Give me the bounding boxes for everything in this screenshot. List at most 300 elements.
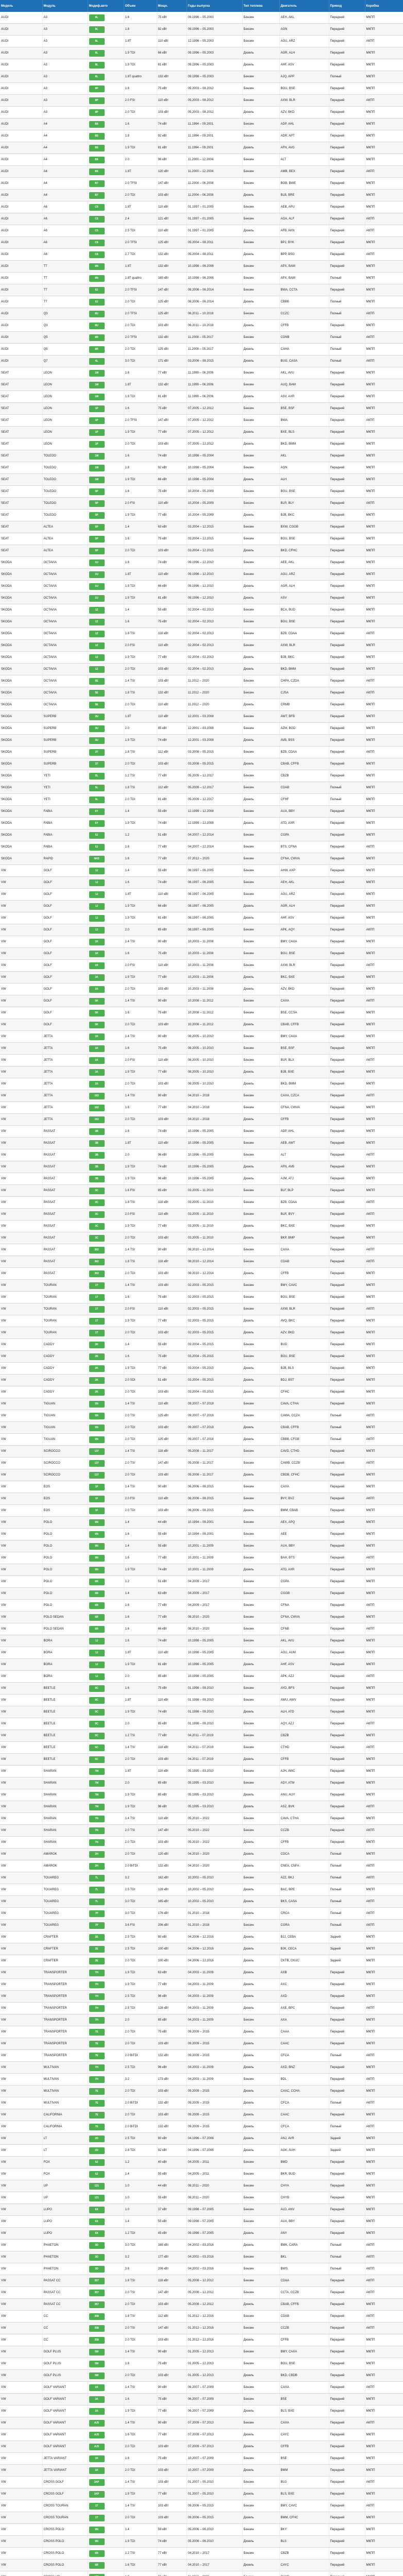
table-row[interactable] bbox=[0, 1825, 403, 1837]
engine-volume-cell: 1.6 bbox=[124, 2358, 157, 2370]
model-cell: SHARAN bbox=[42, 1801, 88, 1813]
table-row[interactable] bbox=[0, 1055, 403, 1066]
table-row[interactable] bbox=[0, 237, 403, 249]
table-row[interactable] bbox=[0, 1019, 403, 1031]
table-row[interactable] bbox=[0, 2548, 403, 2560]
table-row[interactable] bbox=[0, 1481, 403, 1493]
table-row[interactable] bbox=[0, 1303, 403, 1315]
table-row[interactable] bbox=[0, 166, 403, 178]
table-row[interactable] bbox=[0, 1327, 403, 1339]
years-cell: 03.2004 – 05.2015 bbox=[187, 1386, 242, 1398]
table-row[interactable] bbox=[0, 2168, 403, 2180]
table-row[interactable] bbox=[0, 533, 403, 545]
table-row[interactable] bbox=[0, 12, 403, 24]
table-row[interactable] bbox=[0, 2121, 403, 2133]
table-row[interactable] bbox=[0, 592, 403, 604]
body-code-cell bbox=[88, 1849, 124, 1860]
table-row[interactable] bbox=[0, 853, 403, 865]
table-row[interactable] bbox=[0, 344, 403, 355]
table-row[interactable] bbox=[0, 320, 403, 332]
table-row[interactable] bbox=[0, 2465, 403, 2477]
make-cell: VW bbox=[0, 1872, 42, 1884]
table-row[interactable] bbox=[0, 2086, 403, 2097]
power-cell: 74 кВт bbox=[157, 450, 187, 462]
body-code-cell bbox=[88, 2050, 124, 2062]
table-row[interactable] bbox=[0, 711, 403, 723]
table-row[interactable] bbox=[0, 2500, 403, 2512]
table-row[interactable] bbox=[0, 1007, 403, 1019]
gearbox-cell: МКПП bbox=[365, 2038, 403, 2050]
table-row[interactable] bbox=[0, 1363, 403, 1375]
table-row[interactable] bbox=[0, 2488, 403, 2500]
table-row[interactable] bbox=[0, 581, 403, 592]
table-row[interactable] bbox=[0, 1801, 403, 1813]
table-row[interactable] bbox=[0, 355, 403, 367]
years-cell: 10.2001 – 11.2009 bbox=[187, 1564, 242, 1576]
table-row[interactable] bbox=[0, 2311, 403, 2323]
table-row[interactable] bbox=[0, 178, 403, 190]
table-row[interactable] bbox=[0, 130, 403, 142]
table-row[interactable] bbox=[0, 687, 403, 699]
table-row[interactable] bbox=[0, 2287, 403, 2299]
table-row[interactable] bbox=[0, 1410, 403, 1422]
make-cell: SEAT bbox=[0, 462, 42, 474]
table-row[interactable] bbox=[0, 960, 403, 972]
column-header[interactable]: Мощн. bbox=[157, 0, 187, 12]
table-row[interactable] bbox=[0, 213, 403, 225]
engine-code-cell: CAYC bbox=[279, 2429, 329, 2441]
table-row[interactable] bbox=[0, 36, 403, 47]
table-row[interactable] bbox=[0, 1138, 403, 1149]
years-cell: 10.1998 – 05.2005 bbox=[187, 1671, 242, 1683]
table-row[interactable] bbox=[0, 462, 403, 474]
table-row[interactable] bbox=[0, 438, 403, 450]
table-row[interactable] bbox=[0, 1849, 403, 1860]
table-row[interactable] bbox=[0, 2133, 403, 2145]
table-row[interactable] bbox=[0, 948, 403, 960]
table-row[interactable] bbox=[0, 2394, 403, 2405]
table-row[interactable] bbox=[0, 2145, 403, 2157]
table-row[interactable] bbox=[0, 806, 403, 818]
table-row[interactable] bbox=[0, 889, 403, 901]
table-row[interactable] bbox=[0, 545, 403, 557]
make-cell: SEAT bbox=[0, 521, 42, 533]
table-row[interactable] bbox=[0, 498, 403, 510]
table-row[interactable] bbox=[0, 118, 403, 130]
table-row[interactable] bbox=[0, 2299, 403, 2311]
table-row[interactable] bbox=[0, 2038, 403, 2050]
table-row[interactable] bbox=[0, 2429, 403, 2441]
body-code-cell bbox=[88, 2275, 124, 2287]
column-header[interactable]: Модель bbox=[0, 0, 42, 12]
table-row[interactable] bbox=[0, 2560, 403, 2571]
table-row[interactable] bbox=[0, 1766, 403, 1777]
table-row[interactable] bbox=[0, 201, 403, 213]
table-row[interactable] bbox=[0, 1742, 403, 1754]
model-cell: OCTAVIA bbox=[42, 687, 88, 699]
table-row[interactable] bbox=[0, 2097, 403, 2109]
years-cell: 04.2009 – 2017 bbox=[187, 1588, 242, 1600]
fuel-cell: Дизель bbox=[242, 1884, 279, 1896]
table-row[interactable] bbox=[0, 829, 403, 841]
table-row[interactable] bbox=[0, 1623, 403, 1635]
table-row[interactable] bbox=[0, 1730, 403, 1742]
table-row[interactable] bbox=[0, 604, 403, 616]
table-row[interactable] bbox=[0, 1718, 403, 1730]
column-header[interactable]: Коробка bbox=[365, 0, 403, 12]
engine-code-cell: CAVD, CTHD bbox=[279, 1446, 329, 1458]
table-row[interactable] bbox=[0, 2216, 403, 2228]
model-cell: TRANSPORTER bbox=[42, 1979, 88, 1991]
table-row[interactable] bbox=[0, 1896, 403, 1908]
gearbox-cell: МКПП bbox=[365, 83, 403, 95]
table-row[interactable] bbox=[0, 47, 403, 59]
engine-volume-cell: 2.0 TDI bbox=[124, 1232, 157, 1244]
table-row[interactable] bbox=[0, 225, 403, 237]
table-row[interactable] bbox=[0, 865, 403, 877]
table-row[interactable] bbox=[0, 723, 403, 735]
table-row[interactable] bbox=[0, 675, 403, 687]
table-row[interactable] bbox=[0, 818, 403, 829]
body-code-badge: 1M bbox=[89, 477, 105, 483]
engine-volume-cell: 2.0 SDI bbox=[124, 1375, 157, 1386]
table-row[interactable] bbox=[0, 699, 403, 711]
table-row[interactable] bbox=[0, 1517, 403, 1529]
engine-volume-cell: 1.4 TSI bbox=[124, 936, 157, 948]
table-row[interactable] bbox=[0, 510, 403, 521]
table-row[interactable] bbox=[0, 2323, 403, 2334]
column-header[interactable]: Объем bbox=[124, 0, 157, 12]
model-cell: A3 bbox=[42, 83, 88, 95]
body-code-badge: 2D bbox=[89, 2136, 105, 2142]
column-header[interactable]: Тип топлива bbox=[242, 0, 279, 12]
table-row[interactable] bbox=[0, 770, 403, 782]
table-row[interactable] bbox=[0, 261, 403, 273]
table-row[interactable] bbox=[0, 1979, 403, 1991]
table-row[interactable] bbox=[0, 1931, 403, 1943]
body-code-cell bbox=[88, 1860, 124, 1872]
table-row[interactable] bbox=[0, 2109, 403, 2121]
table-row[interactable] bbox=[0, 2180, 403, 2192]
table-row[interactable] bbox=[0, 2346, 403, 2358]
table-row[interactable] bbox=[0, 1920, 403, 1931]
table-row[interactable] bbox=[0, 1173, 403, 1185]
table-row[interactable] bbox=[0, 2263, 403, 2275]
table-row[interactable] bbox=[0, 1576, 403, 1588]
table-row[interactable] bbox=[0, 1635, 403, 1647]
table-row[interactable] bbox=[0, 521, 403, 533]
make-cell: SKODA bbox=[0, 569, 42, 581]
column-header[interactable]: Модиф.авто bbox=[88, 0, 124, 12]
table-row[interactable] bbox=[0, 332, 403, 344]
table-row[interactable] bbox=[0, 2370, 403, 2382]
table-row[interactable] bbox=[0, 1197, 403, 1209]
table-row[interactable] bbox=[0, 296, 403, 308]
gearbox-cell: МКПП bbox=[365, 818, 403, 829]
body-code-badge: 8L bbox=[89, 14, 105, 21]
table-row[interactable] bbox=[0, 1446, 403, 1458]
body-code-badge: 5C bbox=[89, 1744, 105, 1751]
table-row[interactable] bbox=[0, 142, 403, 154]
table-row[interactable] bbox=[0, 1043, 403, 1055]
table-row[interactable] bbox=[0, 936, 403, 948]
table-row[interactable] bbox=[0, 782, 403, 794]
table-row[interactable] bbox=[0, 877, 403, 889]
power-cell: 77 кВт bbox=[157, 367, 187, 379]
table-row[interactable] bbox=[0, 1244, 403, 1256]
table-row[interactable] bbox=[0, 1837, 403, 1849]
table-row[interactable] bbox=[0, 367, 403, 379]
table-row[interactable] bbox=[0, 1422, 403, 1434]
table-row[interactable] bbox=[0, 1943, 403, 1955]
table-row[interactable] bbox=[0, 1789, 403, 1801]
table-row[interactable] bbox=[0, 1967, 403, 1979]
table-row[interactable] bbox=[0, 1529, 403, 1540]
table-row[interactable] bbox=[0, 2334, 403, 2346]
table-row[interactable] bbox=[0, 59, 403, 71]
table-row[interactable] bbox=[0, 190, 403, 201]
gearbox-cell: АКПП bbox=[365, 332, 403, 344]
table-row[interactable] bbox=[0, 1375, 403, 1386]
body-code-badge: 1K bbox=[89, 1069, 105, 1076]
table-row[interactable] bbox=[0, 2524, 403, 2536]
table-row[interactable] bbox=[0, 2074, 403, 2086]
table-row[interactable] bbox=[0, 1647, 403, 1659]
table-row[interactable] bbox=[0, 1315, 403, 1327]
table-row[interactable] bbox=[0, 2014, 403, 2026]
table-row[interactable] bbox=[0, 1777, 403, 1789]
table-row[interactable] bbox=[0, 2062, 403, 2074]
table-row[interactable] bbox=[0, 1161, 403, 1173]
table-row[interactable] bbox=[0, 1458, 403, 1469]
table-row[interactable] bbox=[0, 486, 403, 498]
model-cell: A3 bbox=[42, 36, 88, 47]
table-row[interactable] bbox=[0, 83, 403, 95]
table-row[interactable] bbox=[0, 995, 403, 1007]
table-row[interactable] bbox=[0, 284, 403, 296]
power-cell: 103 кВт bbox=[157, 664, 187, 675]
table-row[interactable] bbox=[0, 1386, 403, 1398]
years-cell: 10.1998 – 06.2006 bbox=[187, 261, 242, 273]
power-cell: 103 кВт bbox=[157, 1268, 187, 1280]
table-row[interactable] bbox=[0, 2026, 403, 2038]
table-row[interactable] bbox=[0, 1434, 403, 1446]
column-header[interactable]: Годы выпуска bbox=[187, 0, 242, 12]
table-row[interactable] bbox=[0, 972, 403, 984]
engine-code-cell: AXW, BLR bbox=[279, 640, 329, 652]
table-row[interactable] bbox=[0, 1505, 403, 1517]
table-row[interactable] bbox=[0, 1683, 403, 1694]
engine-volume-cell: 3.6 bbox=[124, 2263, 157, 2275]
gearbox-cell: АКПП bbox=[365, 1493, 403, 1505]
table-row[interactable] bbox=[0, 403, 403, 415]
table-row[interactable] bbox=[0, 2512, 403, 2524]
table-row[interactable] bbox=[0, 2477, 403, 2488]
years-cell: 08.1997 – 06.2005 bbox=[187, 924, 242, 936]
fuel-cell: Бензин bbox=[242, 1623, 279, 1635]
table-row[interactable] bbox=[0, 2571, 403, 2576]
table-row[interactable] bbox=[0, 1256, 403, 1268]
table-row[interactable] bbox=[0, 1351, 403, 1363]
years-cell: 04.2007 – 12.2014 bbox=[187, 829, 242, 841]
table-row[interactable] bbox=[0, 474, 403, 486]
fuel-cell: Бензин bbox=[242, 1292, 279, 1303]
table-row[interactable] bbox=[0, 912, 403, 924]
table-row[interactable] bbox=[0, 415, 403, 427]
table-row[interactable] bbox=[0, 1600, 403, 1612]
table-row[interactable] bbox=[0, 2453, 403, 2465]
table-row[interactable] bbox=[0, 569, 403, 581]
table-row[interactable] bbox=[0, 1292, 403, 1303]
engine-code-cell: ADR, APT bbox=[279, 130, 329, 142]
table-row[interactable] bbox=[0, 249, 403, 261]
table-row[interactable] bbox=[0, 1552, 403, 1564]
table-row[interactable] bbox=[0, 1398, 403, 1410]
fuel-cell: Бензин bbox=[242, 273, 279, 284]
engine-code-cell: CCZC bbox=[279, 308, 329, 320]
table-row[interactable] bbox=[0, 1813, 403, 1825]
table-row[interactable] bbox=[0, 1232, 403, 1244]
engine-volume-cell: 2.0 TFSI bbox=[124, 237, 157, 249]
table-row[interactable] bbox=[0, 1706, 403, 1718]
engine-volume-cell: 2.5 TDI bbox=[124, 1931, 157, 1943]
table-row[interactable] bbox=[0, 391, 403, 403]
table-row[interactable] bbox=[0, 735, 403, 747]
table-row[interactable] bbox=[0, 24, 403, 36]
table-row[interactable] bbox=[0, 652, 403, 664]
table-row[interactable] bbox=[0, 2382, 403, 2394]
table-row[interactable] bbox=[0, 107, 403, 118]
table-row[interactable] bbox=[0, 640, 403, 652]
table-row[interactable] bbox=[0, 984, 403, 995]
table-row[interactable] bbox=[0, 1564, 403, 1576]
table-row[interactable] bbox=[0, 154, 403, 166]
table-row[interactable] bbox=[0, 71, 403, 83]
table-row[interactable] bbox=[0, 2050, 403, 2062]
table-row[interactable] bbox=[0, 1612, 403, 1623]
table-row[interactable] bbox=[0, 1102, 403, 1114]
table-row[interactable] bbox=[0, 747, 403, 758]
years-cell: 07.2012 – 2020 bbox=[187, 853, 242, 865]
gearbox-cell: АКПП bbox=[365, 498, 403, 510]
table-row[interactable] bbox=[0, 758, 403, 770]
gearbox-cell: МКПП bbox=[365, 379, 403, 391]
table-row[interactable] bbox=[0, 1694, 403, 1706]
table-row[interactable] bbox=[0, 1540, 403, 1552]
table-row[interactable] bbox=[0, 450, 403, 462]
table-row[interactable] bbox=[0, 308, 403, 320]
table-row[interactable] bbox=[0, 1114, 403, 1126]
body-code-cell bbox=[88, 2263, 124, 2275]
power-cell: 77 кВт bbox=[157, 1612, 187, 1623]
table-row[interactable] bbox=[0, 1754, 403, 1766]
table-row[interactable] bbox=[0, 1268, 403, 1280]
table-row[interactable] bbox=[0, 1221, 403, 1232]
table-row[interactable] bbox=[0, 2003, 403, 2014]
table-row[interactable] bbox=[0, 2441, 403, 2453]
table-row[interactable] bbox=[0, 2358, 403, 2370]
table-row[interactable] bbox=[0, 1031, 403, 1043]
power-cell: 96 кВт bbox=[157, 1801, 187, 1813]
engine-code-cell: CBAB, CFFB bbox=[279, 1019, 329, 1031]
table-row[interactable] bbox=[0, 628, 403, 640]
drive-cell: Передний bbox=[329, 533, 365, 545]
table-row[interactable] bbox=[0, 1185, 403, 1197]
table-row[interactable] bbox=[0, 2275, 403, 2287]
table-row[interactable] bbox=[0, 1991, 403, 2003]
table-row[interactable] bbox=[0, 1149, 403, 1161]
table-row[interactable] bbox=[0, 794, 403, 806]
table-row[interactable] bbox=[0, 2405, 403, 2417]
column-header[interactable]: Привод bbox=[329, 0, 365, 12]
table-row[interactable] bbox=[0, 2251, 403, 2263]
table-row[interactable] bbox=[0, 1339, 403, 1351]
table-row[interactable] bbox=[0, 1469, 403, 1481]
table-row[interactable] bbox=[0, 841, 403, 853]
make-cell: VW bbox=[0, 1434, 42, 1446]
table-row[interactable] bbox=[0, 1280, 403, 1292]
table-row[interactable] bbox=[0, 616, 403, 628]
drive-cell: Передний bbox=[329, 450, 365, 462]
table-row[interactable] bbox=[0, 1671, 403, 1683]
table-row[interactable] bbox=[0, 1066, 403, 1078]
table-row[interactable] bbox=[0, 557, 403, 569]
table-row[interactable] bbox=[0, 1860, 403, 1872]
table-row[interactable] bbox=[0, 901, 403, 912]
table-row[interactable] bbox=[0, 1126, 403, 1138]
table-row[interactable] bbox=[0, 273, 403, 284]
gearbox-cell: МКПП bbox=[365, 616, 403, 628]
gearbox-cell: МКПП bbox=[365, 2062, 403, 2074]
table-row[interactable] bbox=[0, 1884, 403, 1896]
fuel-cell: Бензин bbox=[242, 2311, 279, 2323]
table-row[interactable] bbox=[0, 1090, 403, 1102]
table-row[interactable] bbox=[0, 1955, 403, 1967]
table-row[interactable] bbox=[0, 95, 403, 107]
table-row[interactable] bbox=[0, 379, 403, 391]
table-row[interactable] bbox=[0, 924, 403, 936]
power-cell: 55 кВт bbox=[157, 604, 187, 616]
table-row[interactable] bbox=[0, 664, 403, 675]
table-row[interactable] bbox=[0, 1588, 403, 1600]
table-row[interactable] bbox=[0, 2204, 403, 2216]
column-header[interactable]: Двигатель bbox=[279, 0, 329, 12]
column-header[interactable]: Модуль bbox=[42, 0, 88, 12]
table-row[interactable] bbox=[0, 2536, 403, 2548]
table-row[interactable] bbox=[0, 1493, 403, 1505]
table-row[interactable] bbox=[0, 2240, 403, 2251]
power-cell: 118 кВт bbox=[157, 2275, 187, 2287]
make-cell: VW bbox=[0, 1718, 42, 1730]
engine-volume-cell: 2.0 TDI bbox=[124, 344, 157, 355]
table-row[interactable] bbox=[0, 2228, 403, 2240]
table-row[interactable] bbox=[0, 2192, 403, 2204]
make-cell: VW bbox=[0, 2062, 42, 2074]
body-code-badge: 1K bbox=[89, 962, 105, 969]
table-row[interactable] bbox=[0, 1659, 403, 1671]
table-row[interactable] bbox=[0, 2417, 403, 2429]
table-row[interactable] bbox=[0, 1908, 403, 1920]
power-cell: 90 кВт bbox=[157, 1244, 187, 1256]
table-row[interactable] bbox=[0, 2157, 403, 2168]
body-code-cell bbox=[88, 1138, 124, 1149]
table-row[interactable] bbox=[0, 427, 403, 438]
table-row[interactable] bbox=[0, 1078, 403, 1090]
table-row[interactable] bbox=[0, 1872, 403, 1884]
gearbox-cell: МКПП bbox=[365, 1019, 403, 1031]
engine-code-cell: AZV, BKD bbox=[279, 984, 329, 995]
table-row[interactable] bbox=[0, 1209, 403, 1221]
